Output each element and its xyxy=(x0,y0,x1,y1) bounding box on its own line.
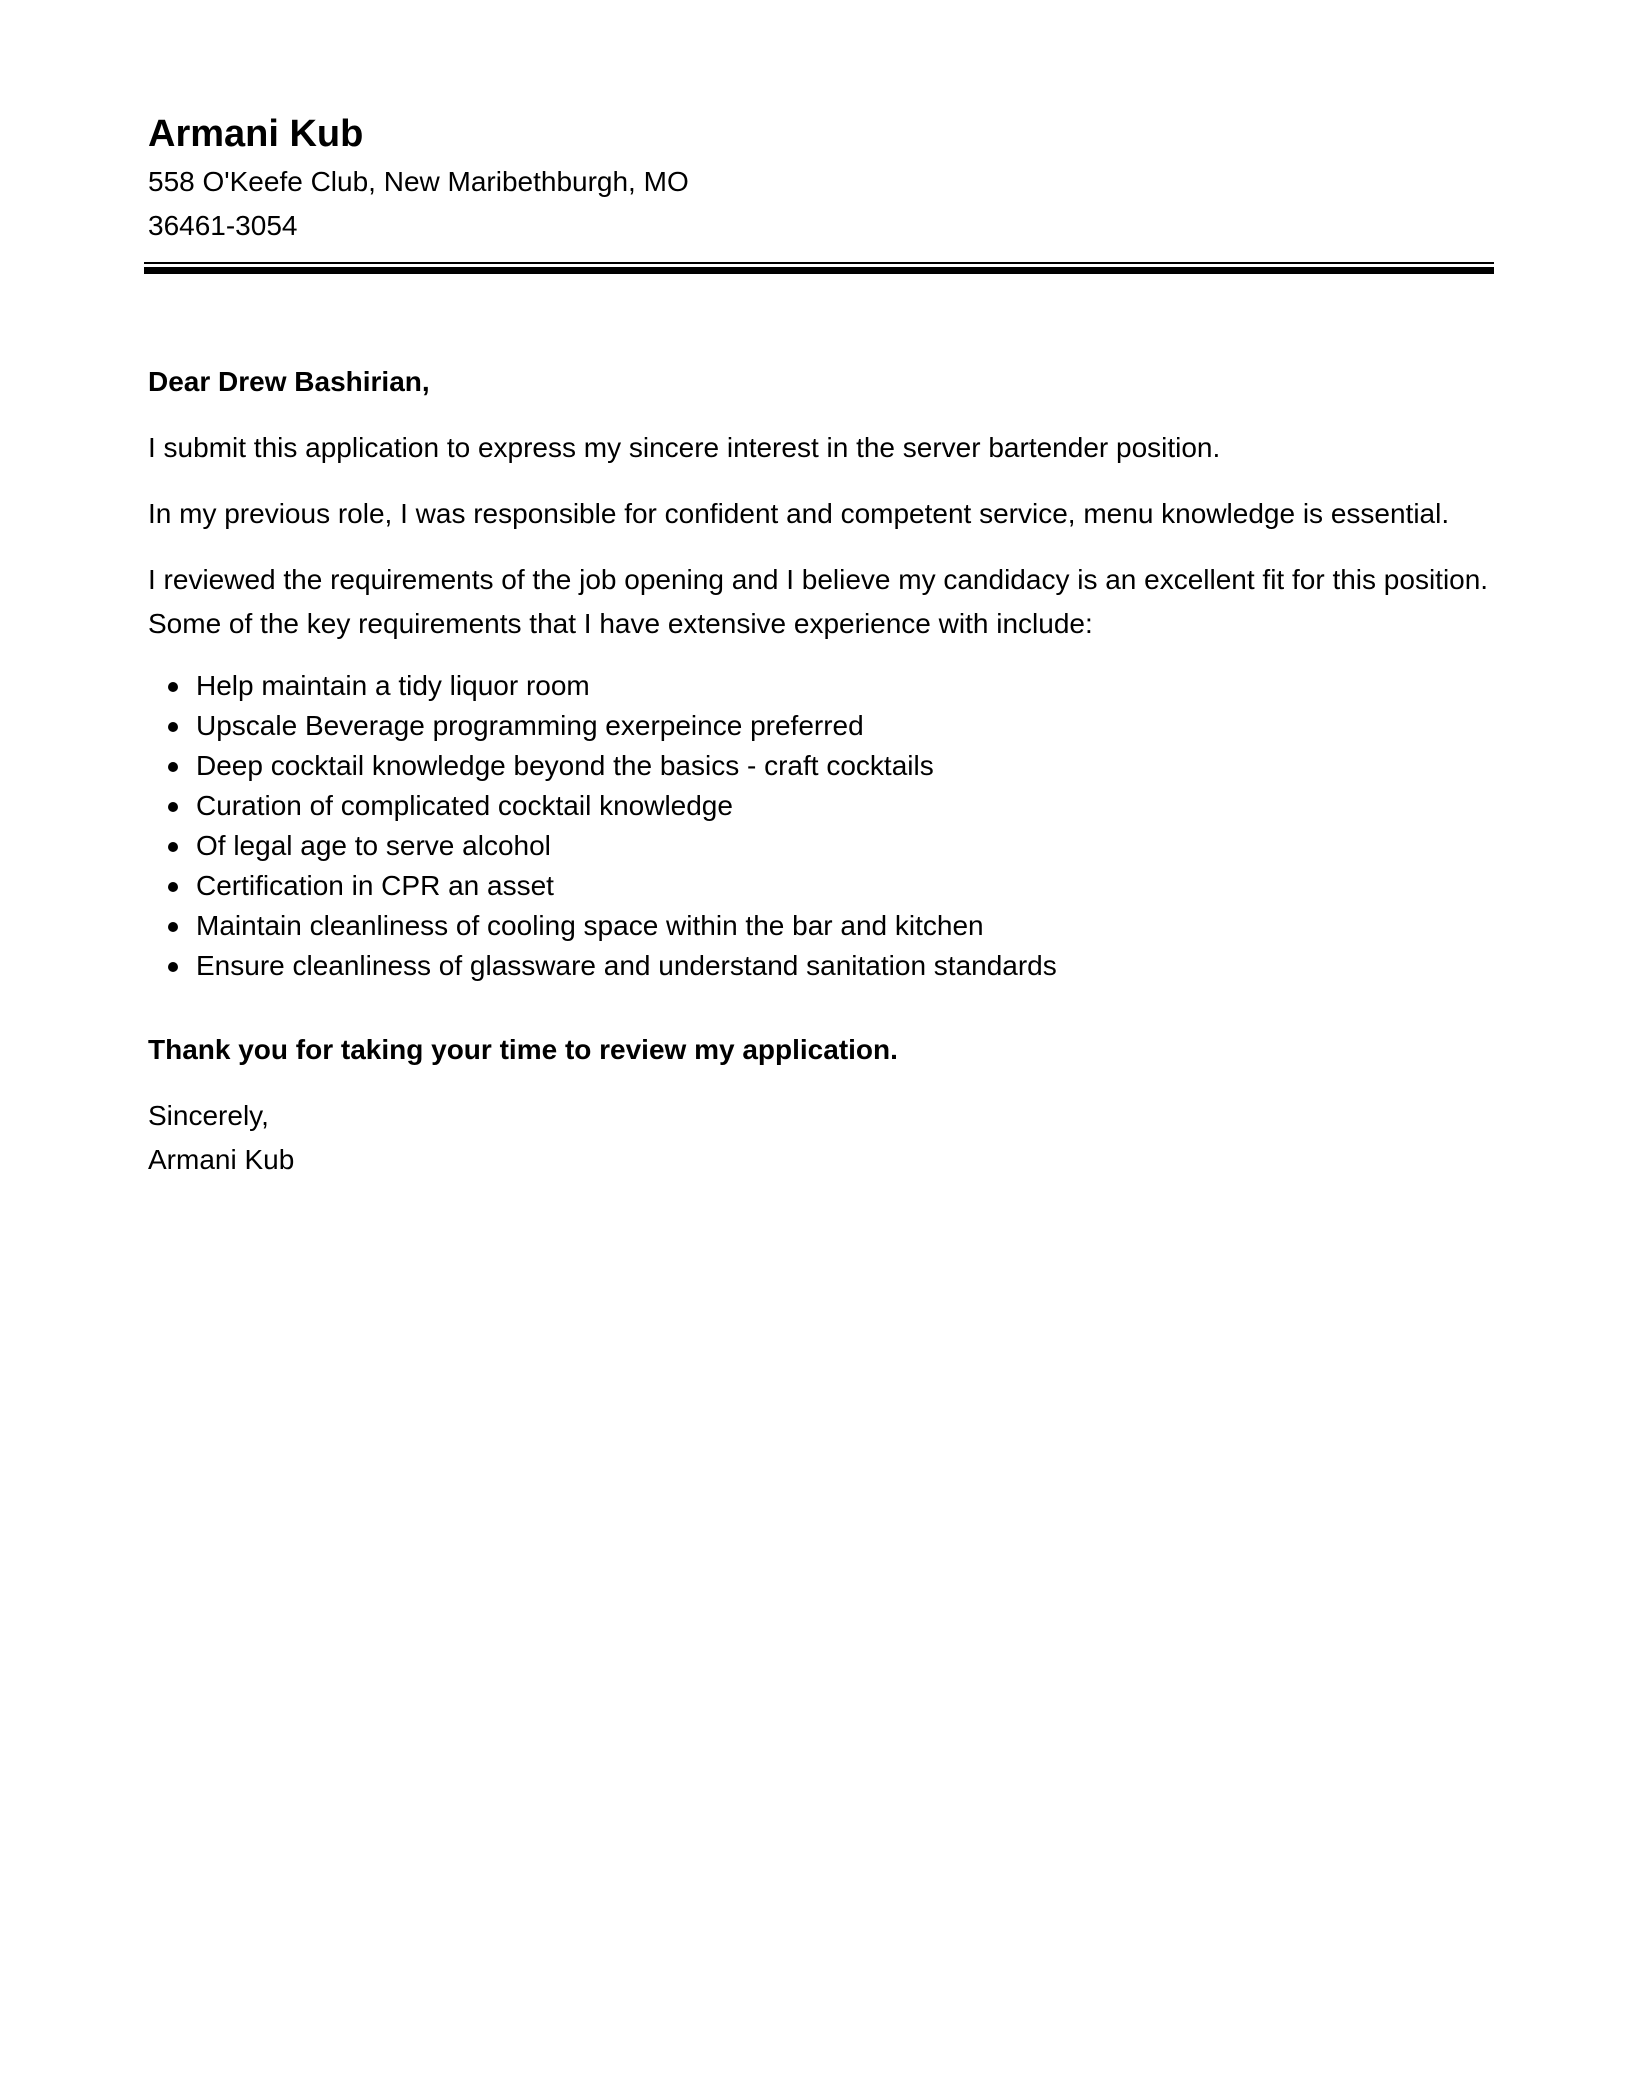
paragraph-intro: I submit this application to express my sincere interest in the server bartender position. xyxy=(148,432,1221,463)
paragraph-requirements: I reviewed the requirements of the job opening and I believe my candidacy is an excellent fit for this position. Some of the key requirements that I have extensive experience with include: xyxy=(148,564,1489,639)
paragraph-previous-role: In my previous role, I was responsible for confident and competent service, menu knowledge is essential. xyxy=(148,498,1450,529)
sender-name: Armani Kub xyxy=(148,113,364,155)
address-line-1: 558 O'Keefe Club, New Maribethburgh, MO xyxy=(148,166,689,197)
bullet-icon xyxy=(168,802,178,812)
list-item xyxy=(148,826,1490,866)
letter-body xyxy=(148,360,1490,1182)
list-item-text: Deep cocktail knowledge beyond the basics - craft cocktails xyxy=(196,750,934,781)
list-item-text: Maintain cleanliness of cooling space within the bar and kitchen xyxy=(196,910,984,941)
bullet-icon xyxy=(168,682,178,692)
list-item xyxy=(148,746,1490,786)
list-item xyxy=(148,906,1490,946)
sender-address xyxy=(148,160,768,248)
list-item-text: Ensure cleanliness of glassware and understand sanitation standards xyxy=(196,950,1057,981)
requirements-list xyxy=(148,666,1490,986)
list-item-text: Help maintain a tidy liquor room xyxy=(196,670,590,701)
bullet-icon xyxy=(168,922,178,932)
list-item xyxy=(148,946,1490,986)
list-item xyxy=(148,666,1490,706)
list-item-text: Curation of complicated cocktail knowledge xyxy=(196,790,733,821)
signature-name: Armani Kub xyxy=(148,1144,295,1175)
closing-block xyxy=(148,1094,1490,1182)
closing-phrase: Sincerely, xyxy=(148,1100,269,1131)
cover-letter-page xyxy=(148,108,1490,1182)
bullet-icon xyxy=(168,962,178,972)
salutation: Dear Drew Bashirian, xyxy=(148,366,430,397)
list-item xyxy=(148,706,1490,746)
bullet-icon xyxy=(168,842,178,852)
list-item xyxy=(148,866,1490,906)
address-line-2: 36461-3054 xyxy=(148,210,298,241)
header-divider xyxy=(144,262,1494,274)
thank-you-line: Thank you for taking your time to review my application. xyxy=(148,1034,898,1065)
list-item-text: Of legal age to serve alcohol xyxy=(196,830,551,861)
list-item xyxy=(148,786,1490,826)
bullet-icon xyxy=(168,762,178,772)
letterhead xyxy=(148,108,1490,274)
list-item-text: Certification in CPR an asset xyxy=(196,870,554,901)
divider-thick-line xyxy=(144,267,1494,274)
bullet-icon xyxy=(168,882,178,892)
list-item-text: Upscale Beverage programming exerpeince preferred xyxy=(196,710,864,741)
bullet-icon xyxy=(168,722,178,732)
